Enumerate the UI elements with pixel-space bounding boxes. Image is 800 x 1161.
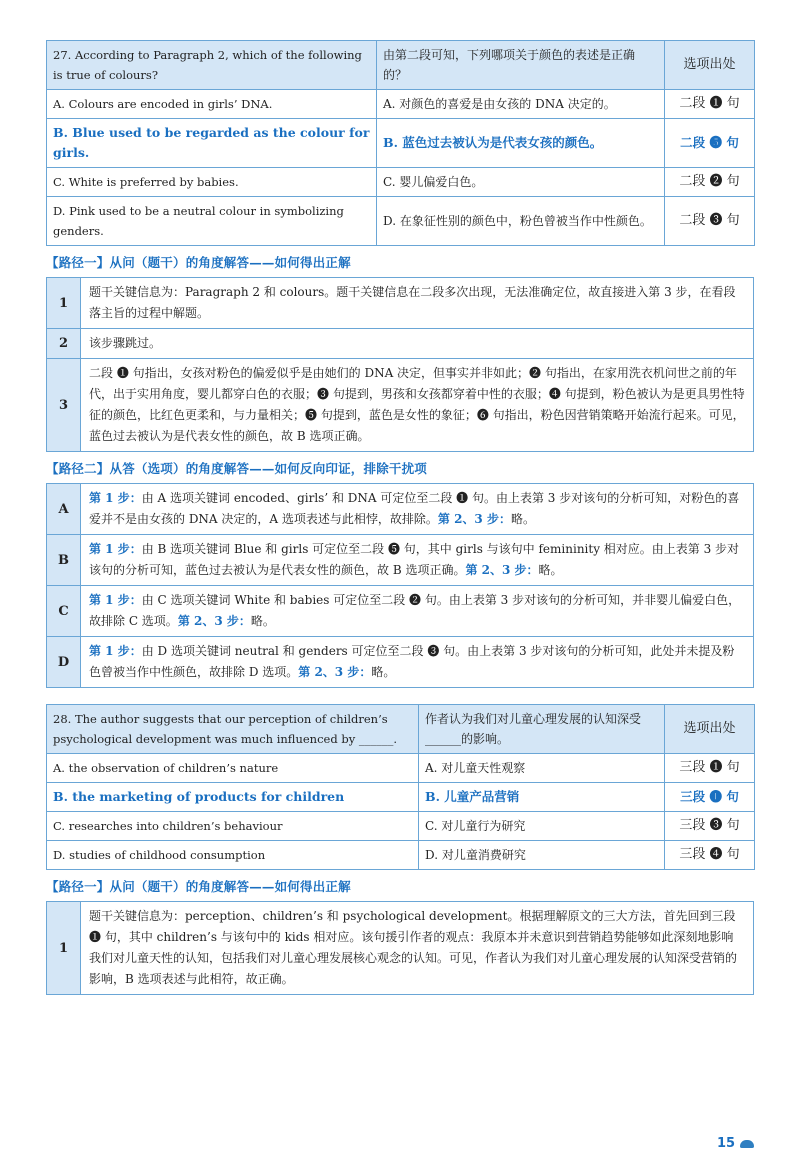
option-source: 三段 ❶ 句: [665, 754, 755, 783]
option-source: 三段 ❹ 句: [665, 841, 755, 870]
option-source: 二段 ❷ 句: [665, 168, 755, 197]
step23-label: 第 2、3 步：: [437, 512, 511, 526]
analysis-body: 由 A 选项关键词 encoded、girls’ 和 DNA 可定位至二段 ❶ 句。由上表第 3 步对该句的分析可知，对粉色的喜爱并不是由女孩的 DNA 决定的，A 选项表述与此相悖，故排除。: [89, 491, 740, 526]
option-chinese: D. 对儿童消费研究: [419, 841, 665, 870]
step1-label: 第 1 步：: [89, 542, 142, 556]
option-analysis-text: [81, 586, 754, 637]
option-english: B. Blue used to be regarded as the colour for girls.: [47, 119, 377, 168]
step-text: 二段 ❶ 句指出，女孩对粉色的偏爱似乎是由她们的 DNA 决定，但事实并非如此；❷ 句指出，在家用洗衣机问世之前的年代，出于实用角度，婴儿都穿白色的衣服；❸ 句提到，男孩和女孩都穿着中性的衣服；❹ 句提到，粉色被认为是更具男性特征的颜色，比红色更柔和，与力量相关；❺ 句提到，蓝色是女性的象征；❻ 句指出，粉色因营销策略开始流行起来。可见，蓝色过去被认为是代表女性的颜色，故 B 选项正确。: [81, 359, 754, 452]
analysis-tail: 略。: [510, 512, 535, 526]
analysis-body: 由 B 选项关键词 Blue 和 girls 可定位至二段 ❺ 句，其中 girls 与该句中 femininity 相对应。由上表第 3 步对该句的分析可知，蓝色过去被认为是代表女性的颜色，故 B 选项正确。: [89, 542, 740, 577]
q28-option-a: [47, 754, 755, 783]
option-english: D. Pink used to be a neutral colour in symbolizing genders.: [47, 197, 377, 246]
step1-label: 第 1 步：: [89, 593, 142, 607]
option-source: 三段 ❸ 句: [665, 812, 755, 841]
step23-label: 第 2、3 步：: [177, 614, 251, 628]
step1-label: 第 1 步：: [89, 644, 142, 658]
option-letter: C: [47, 586, 81, 637]
q27-english-stem: 27. According to Paragraph 2, which of the following is true of colours?: [47, 41, 377, 90]
q28-options-table: [46, 704, 755, 870]
step23-label: 第 2、3 步：: [465, 563, 539, 577]
option-english: A. the observation of children’s nature: [47, 754, 419, 783]
option-analysis-text: [81, 637, 754, 688]
option-source: 二段 ❶ 句: [665, 90, 755, 119]
step-row: [47, 902, 754, 995]
analysis-body: 由 C 选项关键词 White 和 babies 可定位至二段 ❷ 句。由上表第 3 步对该句的分析可知，并非婴儿偏爱白色，故排除 C 选项。: [89, 593, 741, 628]
q27-option-d: [47, 197, 755, 246]
q27-route2-title: 【路径二】从答（选项）的角度解答——如何反向印证，排除干扰项: [46, 461, 428, 476]
option-letter: B: [47, 535, 81, 586]
option-chinese: D. 在象征性别的颜色中，粉色曾被当作中性颜色。: [377, 197, 665, 246]
q28-source-header: 选项出处: [665, 705, 755, 754]
q27-route2-table: [46, 483, 754, 688]
option-english: D. studies of childhood consumption: [47, 841, 419, 870]
option-source: 二段 ❸ 句: [665, 197, 755, 246]
step-text: 该步骤跳过。: [81, 329, 754, 359]
book-icon: [740, 1140, 754, 1148]
option-letter: A: [47, 484, 81, 535]
q28-route1-table: [46, 901, 754, 995]
q27-option-a: [47, 90, 755, 119]
step-number: 2: [47, 329, 81, 359]
step-number: 1: [47, 902, 81, 995]
page-number: 15: [717, 1136, 736, 1151]
option-chinese: C. 婴儿偏爱白色。: [377, 168, 665, 197]
q27-options-table: [46, 40, 755, 246]
option-analysis-row: [47, 586, 754, 637]
step-text: 题干关键信息为：perception、children’s 和 psychological development。根据理解原文的三大方法，首先回到三段 ❶ 句，其中 children’s 与该句中的 kids 相对应。该句援引作者的观点：我原本并未意识到营销趋势能够如此深刻地影响我们对儿童天性的认知，包括我们对儿童心理发展核心观念的认知。可见，作者认为我们对儿童心理发展的认知深受营销的影响，B 选项表述与此相符，故正确。: [81, 902, 754, 995]
step-number: 1: [47, 278, 81, 329]
option-letter: D: [47, 637, 81, 688]
analysis-tail: 略。: [250, 614, 275, 628]
option-analysis-row: [47, 484, 754, 535]
option-source: 三段 ❶ 句: [665, 783, 755, 812]
option-chinese: A. 对儿童天性观察: [419, 754, 665, 783]
analysis-tail: 略。: [538, 563, 563, 577]
step-text: 题干关键信息为：Paragraph 2 和 colours。题干关键信息在二段多次出现，无法准确定位，故直接进入第 3 步，在看段落主旨的过程中解题。: [81, 278, 754, 329]
q27-chinese-stem: 由第二段可知，下列哪项关于颜色的表述是正确的？: [377, 41, 665, 90]
page-content: [46, 40, 754, 995]
step-row: [47, 359, 754, 452]
option-chinese: B. 蓝色过去被认为是代表女孩的颜色。: [377, 119, 665, 168]
q28-header-row: [47, 705, 755, 754]
q27-option-b-correct: [47, 119, 755, 168]
q28-chinese-stem: 作者认为我们对儿童心理发展的认知深受______的影响。: [419, 705, 665, 754]
q28-english-stem: 28. The author suggests that our perception of children’s psychological development was much influenced by ______.: [47, 705, 419, 754]
option-english: C. White is preferred by babies.: [47, 168, 377, 197]
q28-option-d: [47, 841, 755, 870]
option-analysis-text: [81, 535, 754, 586]
option-english: C. researches into children’s behaviour: [47, 812, 419, 841]
step-row: [47, 329, 754, 359]
analysis-tail: 略。: [371, 665, 396, 679]
q28-route1-title: 【路径一】从问（题干）的角度解答——如何得出正解: [46, 879, 351, 894]
option-english: B. the marketing of products for children: [47, 783, 419, 812]
option-analysis-row: [47, 637, 754, 688]
step23-label: 第 2、3 步：: [298, 665, 372, 679]
option-chinese: B. 儿童产品营销: [419, 783, 665, 812]
option-source: 二段 ❺ 句: [665, 119, 755, 168]
option-chinese: A. 对颜色的喜爱是由女孩的 DNA 决定的。: [377, 90, 665, 119]
q27-header-row: [47, 41, 755, 90]
q27-route1-title: 【路径一】从问（题干）的角度解答——如何得出正解: [46, 255, 351, 270]
q28-option-c: [47, 812, 755, 841]
option-chinese: C. 对儿童行为研究: [419, 812, 665, 841]
step1-label: 第 1 步：: [89, 491, 142, 505]
option-analysis-row: [47, 535, 754, 586]
step-row: [47, 278, 754, 329]
q27-option-c: [47, 168, 755, 197]
q27-source-header: 选项出处: [665, 41, 755, 90]
option-english: A. Colours are encoded in girls’ DNA.: [47, 90, 377, 119]
q27-route1-table: [46, 277, 754, 452]
option-analysis-text: [81, 484, 754, 535]
step-number: 3: [47, 359, 81, 452]
analysis-body: 由 D 选项关键词 neutral 和 genders 可定位至二段 ❸ 句。由上表第 3 步对该句的分析可知，此处并未提及粉色曾被当作中性颜色，故排除 D 选项。: [89, 644, 735, 679]
q28-option-b-correct: [47, 783, 755, 812]
